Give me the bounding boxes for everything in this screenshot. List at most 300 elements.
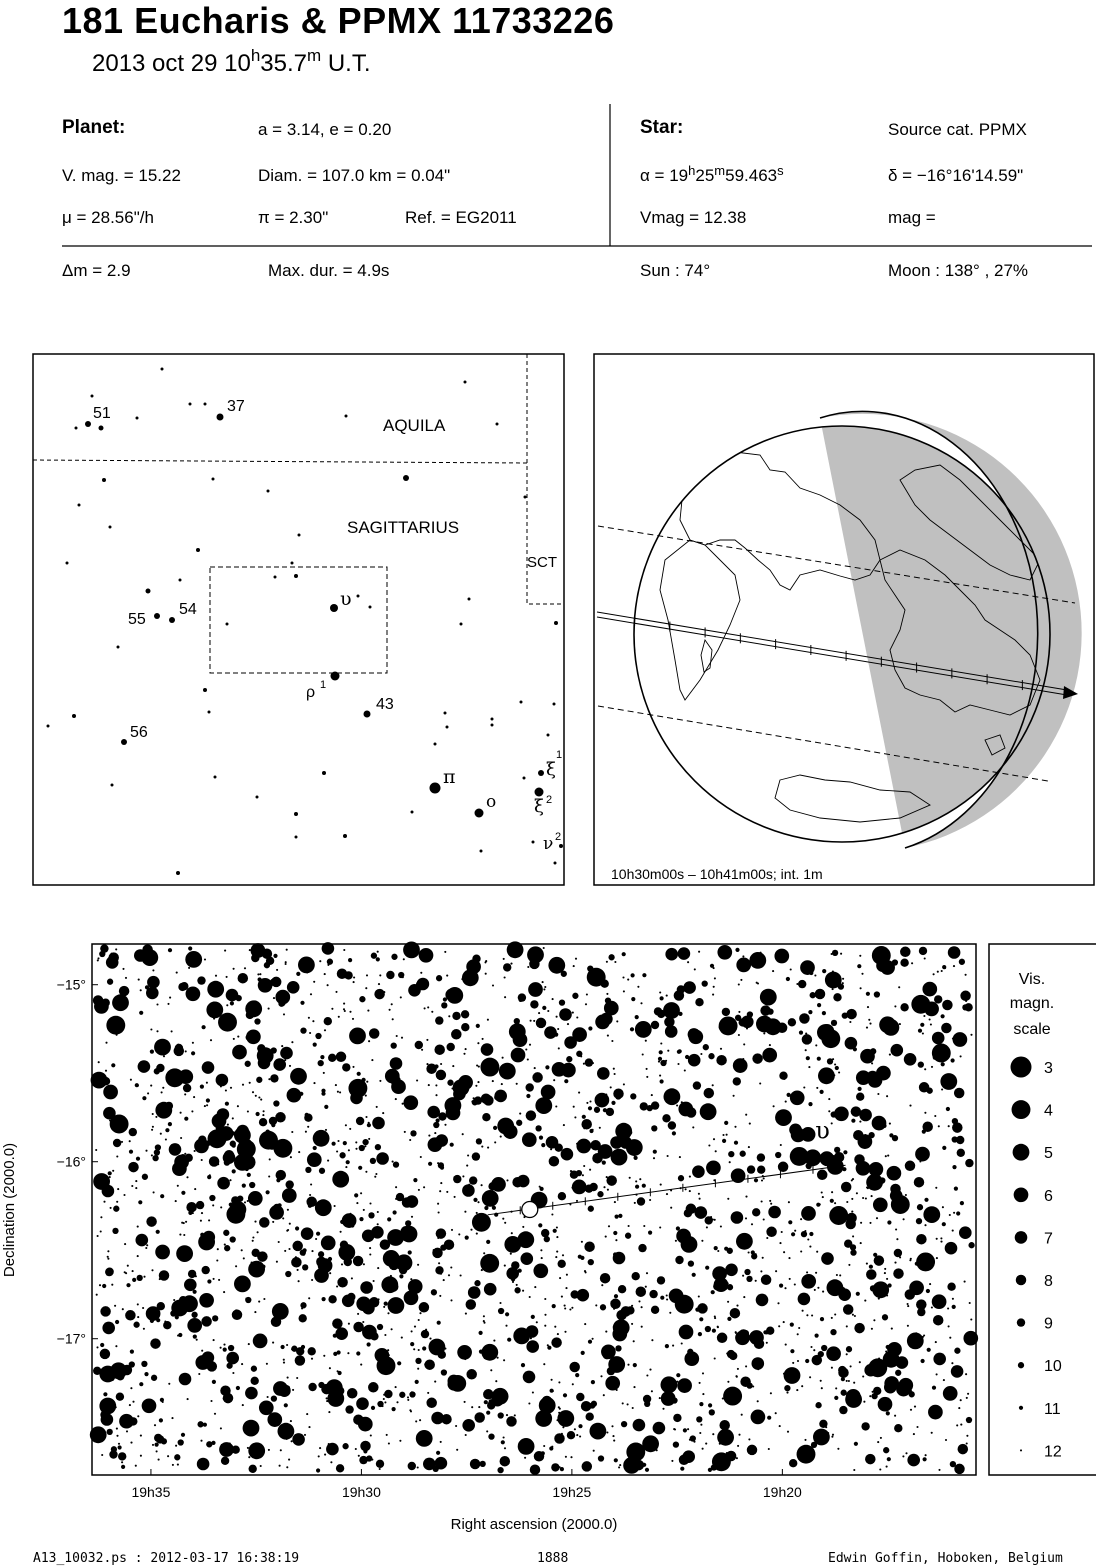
- field-star: [969, 1302, 971, 1304]
- field-star: [547, 1010, 549, 1012]
- field-star: [642, 1184, 646, 1188]
- field-star: [633, 1419, 646, 1432]
- field-star: [404, 1131, 406, 1133]
- field-star: [382, 1112, 384, 1114]
- field-star: [185, 951, 202, 968]
- field-star: [859, 1109, 872, 1122]
- field-star: [464, 1211, 466, 1213]
- field-star: [292, 1241, 303, 1252]
- field-star: [535, 1097, 552, 1114]
- field-star: [656, 1449, 658, 1451]
- field-star: [665, 948, 678, 961]
- footer-page: 1888: [537, 1551, 569, 1566]
- field-star: [907, 1303, 909, 1305]
- field-star: [100, 1230, 102, 1232]
- field-star: [588, 1206, 594, 1212]
- finder-star: [496, 423, 499, 426]
- field-star: [415, 1358, 421, 1364]
- field-star: [340, 1220, 344, 1224]
- field-star: [175, 1445, 177, 1447]
- field-star: [419, 1312, 421, 1314]
- field-star: [846, 1201, 848, 1203]
- field-star: [327, 984, 329, 986]
- field-star: [970, 1034, 972, 1036]
- finder-star: [559, 844, 563, 848]
- field-star: [946, 1107, 950, 1111]
- field-star: [260, 1465, 262, 1467]
- finder-star: [523, 777, 526, 780]
- field-star: [685, 1188, 687, 1190]
- field-star: [672, 1131, 676, 1135]
- field-star: [130, 1442, 132, 1444]
- field-star: [311, 1250, 313, 1252]
- field-star: [191, 1110, 193, 1112]
- field-star: [666, 1298, 668, 1300]
- field-star: [299, 1092, 303, 1096]
- field-star: [375, 1144, 381, 1150]
- field-star: [286, 1438, 288, 1440]
- field-star: [751, 1223, 753, 1225]
- field-star: [584, 1323, 586, 1325]
- field-star: [160, 1133, 162, 1135]
- field-star: [252, 1236, 254, 1238]
- field-star: [660, 996, 664, 1000]
- field-star: [281, 1045, 283, 1047]
- field-star: [215, 1134, 219, 1138]
- finder-star: [146, 589, 151, 594]
- field-star: [589, 1169, 591, 1171]
- field-star: [481, 1184, 483, 1186]
- field-star: [116, 1435, 118, 1437]
- field-star: [558, 1381, 560, 1383]
- field-star: [728, 1151, 734, 1157]
- field-star: [365, 1095, 367, 1097]
- field-star: [714, 1219, 716, 1221]
- field-star: [800, 1250, 802, 1252]
- field-star: [163, 1321, 171, 1329]
- field-star: [376, 1460, 384, 1468]
- field-star: [666, 1294, 668, 1296]
- field-star: [850, 1365, 852, 1367]
- finder-star: [554, 862, 557, 865]
- field-star: [125, 1310, 136, 1321]
- field-star: [539, 1186, 541, 1188]
- field-star: [227, 1124, 229, 1126]
- star-label: 1: [320, 679, 327, 691]
- field-star: [722, 1008, 730, 1016]
- star-label: 1: [556, 749, 563, 761]
- field-star: [909, 1280, 924, 1295]
- field-star: [854, 1315, 856, 1317]
- field-star: [218, 1279, 220, 1281]
- field-star: [458, 1075, 473, 1090]
- field-star: [207, 981, 224, 998]
- field-star: [477, 1201, 479, 1203]
- field-star: [819, 1420, 827, 1428]
- field-star: [964, 1281, 966, 1283]
- field-star: [564, 1305, 566, 1307]
- field-star: [916, 1426, 918, 1428]
- field-star: [280, 1449, 282, 1451]
- legend-marker: [1019, 1406, 1023, 1410]
- finder-star: [364, 711, 371, 718]
- field-star: [97, 1235, 99, 1237]
- field-star: [202, 1266, 210, 1274]
- field-star: [931, 1306, 933, 1308]
- finder-star: [204, 403, 207, 406]
- field-star: [673, 1414, 681, 1422]
- field-star: [201, 1212, 203, 1214]
- field-star: [896, 1238, 898, 1240]
- field-star: [923, 1015, 925, 1017]
- field-star: [427, 1392, 429, 1394]
- field-star: [835, 1066, 839, 1070]
- field-star: [554, 1326, 556, 1328]
- field-star: [289, 1223, 291, 1225]
- field-star: [745, 1114, 747, 1116]
- field-star: [574, 1116, 576, 1118]
- field-star: [838, 983, 844, 989]
- field-star: [920, 1023, 924, 1027]
- field-star: [639, 1178, 641, 1180]
- star-label: υ: [340, 588, 352, 610]
- field-star: [434, 1132, 436, 1134]
- field-star: [339, 1152, 345, 1158]
- field-star: [814, 974, 816, 976]
- field-star: [816, 1405, 818, 1407]
- field-star: [253, 1334, 268, 1349]
- legend-marker: [1011, 1057, 1032, 1078]
- field-star: [544, 1298, 546, 1300]
- field-star: [749, 952, 766, 969]
- field-star: [132, 1270, 134, 1272]
- field-star: [473, 1198, 477, 1202]
- field-star: [629, 1177, 631, 1179]
- field-star: [914, 1006, 918, 1010]
- field-star: [666, 1193, 668, 1195]
- field-star: [684, 1069, 686, 1071]
- constellation-label: SAGITTARIUS: [347, 518, 460, 537]
- field-star: [856, 1292, 860, 1296]
- field-star: [877, 1093, 879, 1095]
- field-star: [813, 1349, 815, 1351]
- field-star: [542, 1006, 546, 1010]
- field-star: [174, 1454, 180, 1460]
- field-star: [651, 1339, 653, 1341]
- field-star: [719, 1420, 730, 1431]
- field-star: [416, 1430, 433, 1447]
- field-star: [137, 1226, 139, 1228]
- field-star: [706, 1160, 721, 1175]
- field-star: [251, 1366, 257, 1372]
- field-star: [306, 1197, 317, 1208]
- field-star: [907, 1333, 924, 1350]
- field-star: [191, 1312, 197, 1318]
- field-star: [399, 1392, 405, 1398]
- field-star: [321, 1236, 336, 1251]
- field-star: [907, 1305, 909, 1307]
- field-star: [649, 1290, 657, 1298]
- field-star: [113, 1139, 121, 1147]
- field-star: [273, 1100, 279, 1106]
- field-star: [935, 1341, 937, 1343]
- field-star: [144, 1372, 148, 1376]
- field-star: [895, 1228, 897, 1230]
- finder-star: [464, 381, 467, 384]
- field-star: [217, 1108, 230, 1121]
- field-star: [446, 987, 463, 1004]
- field-star: [146, 1216, 157, 1227]
- field-star: [902, 1455, 904, 1457]
- field-star: [233, 1038, 235, 1040]
- field-star: [461, 1010, 469, 1018]
- field-star: [152, 969, 154, 971]
- field-star: [784, 1287, 786, 1289]
- field-star: [791, 1232, 795, 1236]
- field-star: [872, 1391, 874, 1393]
- field-star: [393, 1161, 399, 1167]
- field-star: [237, 1195, 243, 1201]
- field-star: [834, 1152, 845, 1163]
- field-star: [726, 1134, 728, 1136]
- field-star: [654, 1007, 662, 1015]
- field-star: [588, 1106, 592, 1110]
- field-star: [196, 1339, 198, 1341]
- field-star: [391, 1328, 393, 1330]
- field-star: [914, 1177, 925, 1188]
- field-star: [379, 1080, 381, 1082]
- field-star: [647, 1105, 653, 1111]
- field-star: [960, 1055, 962, 1057]
- field-star: [803, 1086, 805, 1088]
- field-star: [375, 1173, 377, 1175]
- planet-ref: Ref. = EG2011: [405, 208, 517, 227]
- field-star: [958, 1468, 960, 1470]
- field-star: [150, 1050, 154, 1054]
- field-star: [252, 1240, 254, 1242]
- field-star: [783, 1251, 785, 1253]
- field-star: [886, 1278, 888, 1280]
- field-star: [887, 1166, 902, 1181]
- field-star: [849, 1021, 851, 1023]
- field-star: [462, 1184, 475, 1197]
- star-label: ν: [543, 834, 554, 854]
- field-star: [866, 992, 870, 996]
- field-star: [600, 1273, 611, 1284]
- field-star: [551, 1379, 553, 1381]
- field-star: [287, 1088, 302, 1103]
- field-star: [186, 1176, 188, 1178]
- field-star: [600, 1375, 602, 1377]
- field-star: [363, 1425, 365, 1427]
- field-star: [257, 1044, 265, 1052]
- field-star: [740, 1151, 746, 1157]
- field-star: [343, 1141, 347, 1145]
- field-star: [668, 1121, 676, 1129]
- field-star: [966, 1435, 968, 1437]
- field-star: [416, 980, 427, 991]
- field-star: [502, 1057, 504, 1059]
- field-star: [206, 1104, 208, 1106]
- field-star: [789, 1124, 802, 1137]
- field-star: [402, 1103, 404, 1105]
- field-star: [316, 1258, 322, 1264]
- field-star: [815, 1402, 821, 1408]
- field-star: [159, 1270, 170, 1281]
- field-star: [324, 973, 326, 975]
- field-star: [556, 1251, 558, 1253]
- field-star: [757, 1400, 759, 1402]
- field-star: [558, 1412, 560, 1414]
- field-star: [411, 1330, 413, 1332]
- field-star: [200, 1085, 204, 1089]
- field-star: [651, 1021, 659, 1029]
- field-star: [662, 1114, 670, 1122]
- field-star: [506, 1179, 508, 1181]
- field-star: [922, 1032, 924, 1034]
- field-star: [956, 1424, 958, 1426]
- field-star: [929, 1283, 931, 1285]
- field-star: [926, 1289, 930, 1293]
- field-star: [963, 1331, 978, 1346]
- field-star: [834, 1313, 836, 1315]
- star-label: ξ: [534, 796, 544, 817]
- field-star: [488, 1433, 494, 1439]
- field-star: [131, 1185, 133, 1187]
- field-star: [140, 989, 142, 991]
- field-star: [942, 1222, 946, 1226]
- field-star: [429, 1338, 431, 1340]
- field-star: [116, 1393, 124, 1401]
- field-star: [462, 1175, 464, 1177]
- field-star: [852, 1235, 854, 1237]
- field-star: [542, 981, 544, 983]
- field-star: [224, 1150, 235, 1161]
- field-star: [457, 1345, 472, 1360]
- field-star: [547, 1344, 549, 1346]
- field-star: [886, 1466, 888, 1468]
- field-star: [816, 1203, 820, 1207]
- field-star: [440, 1182, 442, 1184]
- field-star: [572, 1180, 587, 1195]
- field-star: [201, 1159, 203, 1161]
- finder-star: [444, 712, 447, 715]
- field-star: [819, 1359, 821, 1361]
- field-star: [271, 1317, 282, 1328]
- field-star: [233, 968, 235, 970]
- field-star: [661, 1376, 678, 1393]
- field-star: [146, 987, 159, 1000]
- field-star: [659, 1226, 661, 1228]
- field-star: [566, 1056, 572, 1062]
- field-star: [532, 1072, 543, 1083]
- field-star: [450, 1143, 454, 1147]
- field-star: [118, 1443, 120, 1445]
- field-star: [857, 964, 861, 968]
- field-star: [942, 1000, 953, 1011]
- field-star: [560, 1467, 564, 1471]
- field-star: [213, 1339, 215, 1341]
- field-star: [712, 1329, 716, 1333]
- field-star: [529, 1044, 531, 1046]
- legend-label: 5: [1044, 1145, 1053, 1163]
- field-star: [503, 1073, 505, 1075]
- field-star: [369, 1253, 371, 1255]
- field-star: [506, 1414, 508, 1416]
- field-star: [864, 1300, 866, 1302]
- field-star: [831, 1317, 833, 1319]
- field-star: [601, 1284, 603, 1286]
- field-star: [226, 1352, 239, 1365]
- field-star: [229, 1179, 231, 1181]
- field-star: [723, 1020, 725, 1022]
- field-star: [727, 1248, 733, 1254]
- field-star: [884, 1381, 897, 1394]
- field-star: [669, 1288, 684, 1303]
- field-star: [561, 1296, 563, 1298]
- field-star: [611, 956, 613, 958]
- field-star: [376, 957, 380, 961]
- field-star: [572, 1383, 574, 1385]
- field-star: [135, 1083, 139, 1087]
- finder-star: [369, 606, 372, 609]
- field-star: [151, 1129, 153, 1131]
- field-star: [130, 1387, 132, 1389]
- field-star: [485, 973, 487, 975]
- field-star: [391, 1003, 393, 1005]
- field-star: [614, 1458, 618, 1462]
- field-star: [307, 1152, 322, 1167]
- field-star: [763, 1177, 765, 1179]
- field-star: [291, 1131, 293, 1133]
- field-star: [396, 1035, 398, 1037]
- field-star: [175, 1200, 177, 1202]
- field-star: [217, 1177, 230, 1190]
- field-star: [669, 1312, 671, 1314]
- field-star: [128, 1162, 139, 1173]
- field-star: [832, 1058, 834, 1060]
- field-star: [863, 1401, 865, 1403]
- field-star: [147, 1092, 149, 1094]
- field-star: [207, 1361, 218, 1372]
- field-star: [538, 1223, 542, 1227]
- field-star: [941, 1062, 945, 1066]
- field-star: [418, 1319, 420, 1321]
- field-star: [329, 1272, 331, 1274]
- field-star: [201, 1316, 212, 1327]
- field-star: [337, 1370, 339, 1372]
- field-star: [798, 1293, 811, 1306]
- field-star: [551, 1213, 553, 1215]
- field-star: [321, 1092, 325, 1096]
- field-star: [407, 1396, 409, 1398]
- field-star: [392, 1407, 396, 1411]
- field-star: [345, 1166, 347, 1168]
- field-star: [806, 1271, 808, 1273]
- field-star: [230, 1236, 236, 1242]
- field-star: [368, 1212, 374, 1218]
- finder-star: [121, 739, 127, 745]
- field-star: [941, 1023, 952, 1034]
- field-star: [697, 1303, 708, 1314]
- field-star: [810, 1346, 812, 1348]
- field-star: [374, 989, 385, 1000]
- field-star: [212, 1204, 214, 1206]
- field-star: [151, 1154, 153, 1156]
- field-star: [354, 1193, 358, 1197]
- field-star: [735, 1331, 737, 1333]
- field-star: [637, 1197, 645, 1205]
